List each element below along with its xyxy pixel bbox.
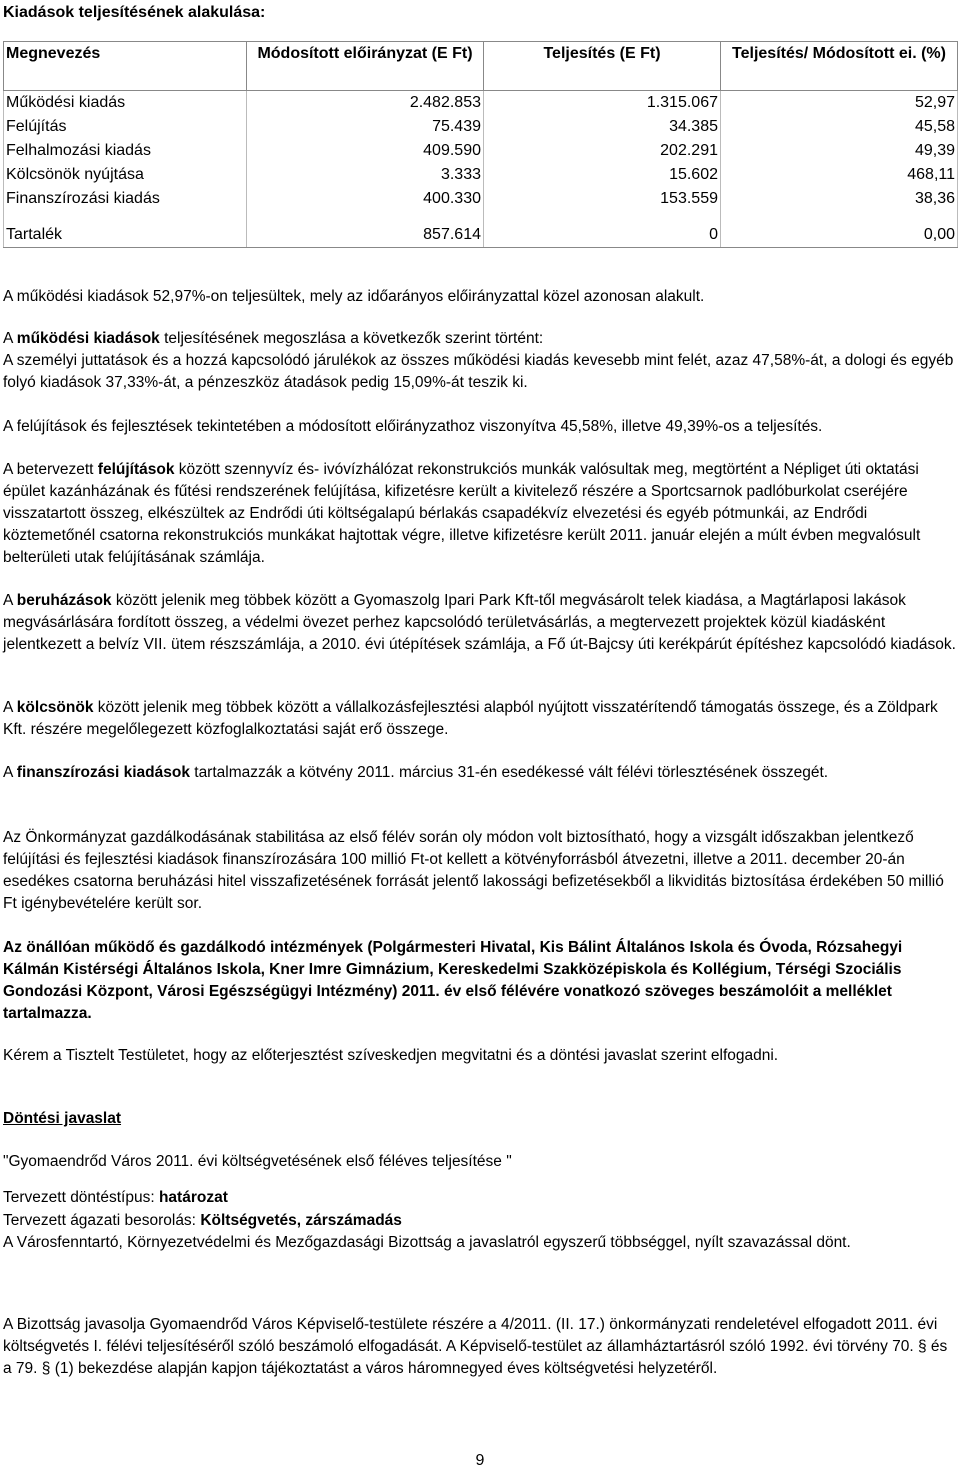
row-label: Tartalék	[4, 223, 247, 248]
table-header-row	[4, 42, 958, 91]
paragraph-operating: A működési kiadások teljesítésének megoszlása a következők szerint történt: A személyi juttatások és a hozzá kapcsolódó járulékok az összes működési kiadás kevesebb mint felét, azaz 47,58%-át, a dologi és egyéb folyó kiadások 37,33%-át, a pénzeszköz átadások pedig 15,09%-át teszik ki.	[3, 330, 954, 391]
expenses-table	[3, 41, 958, 248]
cell-percent: 0,00	[721, 223, 958, 248]
table-row	[4, 187, 958, 211]
cell-percent: 468,11	[721, 163, 958, 187]
cell-percent: 45,58	[721, 115, 958, 139]
page-number: 9	[475, 1452, 485, 1469]
table-row	[4, 163, 958, 187]
table-spacer-row	[4, 211, 958, 223]
paragraph-summary: A működési kiadások 52,97%-on teljesültek, mely az időarányos előirányzattal közel azonosan alakult.	[3, 288, 705, 305]
paragraph-financing: A finanszírozási kiadások tartalmazzák a kötvény 2011. március 31-én esedékessé vált félévi törlesztésének összegét.	[3, 764, 829, 781]
decision-classification: Tervezett ágazati besorolás: Költségvetés, zárszámadás	[3, 1212, 402, 1229]
paragraph-renovation-rate: A felújítások és fejlesztések tekintetében a módosított előirányzathoz viszonyítva 45,58%, illetve 49,39%-os a teljesítés.	[3, 418, 823, 435]
paragraph-stability: Az Önkormányzat gazdálkodásának stabilitása az első félév során oly módon volt biztosítható, hogy a vizsgált időszakban jelentkező felújítási és fejlesztési kiadások finanszírozására 100 millió Ft-ot kellett a kötvényforrásból átvezetni, illetve a 2011. december 20-án esedékes csatorna beruházási hitel visszafizetésének forrását jelentő lakossági befizetésekből a likviditás biztosítása érdekében 50 millió Ft igénybevételére került sor.	[3, 829, 944, 912]
cell-actual: 153.559	[484, 187, 721, 211]
decision-type: Tervezett döntéstípus: határozat	[3, 1189, 228, 1206]
row-label: Felhalmozási kiadás	[4, 139, 247, 163]
column-header: Teljesítés (E Ft)	[484, 42, 721, 91]
bold-term: működési kiadások	[16, 330, 160, 347]
decision-quote: "Gyomaendrőd Város 2011. évi költségvetésének első féléves teljesítése "	[3, 1153, 512, 1170]
bold-term: finanszírozási kiadások	[16, 764, 190, 781]
table-row	[4, 91, 958, 116]
cell-actual: 34.385	[484, 115, 721, 139]
table-row	[4, 115, 958, 139]
paragraph-institutions: Az önállóan működő és gazdálkodó intézmények (Polgármesteri Hivatal, Kis Bálint Általános Iskola és Óvoda, Rózsahegyi Kálmán Kistérségi Általános Iskola, Kner Imre Gimnázium, Kereskedelmi Szakközépiskola és Kollégium, Térségi Szociális Gondozási Központ, Városi Egészségügyi Intézmény) 2011. év első félévére vonatkozó szöveges beszámolóit a melléklet tartalmazza.	[3, 939, 903, 1022]
bold-term: felújítások	[97, 461, 175, 478]
column-header: Módosított előirányzat (E Ft)	[247, 42, 484, 91]
committee-statement: A Városfenntartó, Környezetvédelmi és Mezőgazdasági Bizottság a javaslatról egyszerű többséggel, nyílt szavazással dönt.	[3, 1234, 851, 1251]
cell-modified: 2.482.853	[247, 91, 484, 116]
paragraph-investments: A beruházások között jelenik meg többek között a Gyomaszolg Ipari Park Kft-től megvásárolt telek kiadása, a Magtárlaposi lakások megvásárlására fordított összeg, a védelmi övezet perhez kapcsolódó területvásárlás, a megtervezett projektek közül kiadásként jelentkezett a belvíz VII. ütem részszámlája, a 2010. évi útépítések számlája, a Fő út-Bajcsy úti kerékpárút építéshez kapcsolódó kiadások.	[3, 592, 956, 653]
table-row	[4, 223, 958, 248]
bold-term: beruházások	[16, 592, 112, 609]
cell-actual: 1.315.067	[484, 91, 721, 116]
table-row	[4, 139, 958, 163]
cell-modified: 3.333	[247, 163, 484, 187]
column-header: Teljesítés/ Módosított ei. (%)	[721, 42, 958, 91]
paragraph-loans: A kölcsönök között jelenik meg többek között a vállalkozásfejlesztési alapból nyújtott visszatérítendő támogatás összege, és a Zöldpark Kft. részére megelőlegezett közfoglalkoztatási saját erő összege.	[3, 699, 938, 738]
row-label: Működési kiadás	[4, 91, 247, 116]
cell-percent: 49,39	[721, 139, 958, 163]
cell-modified: 857.614	[247, 223, 484, 248]
cell-modified: 75.439	[247, 115, 484, 139]
cell-modified: 409.590	[247, 139, 484, 163]
decision-title: Döntési javaslat	[3, 1110, 122, 1127]
cell-actual: 0	[484, 223, 721, 248]
cell-actual: 15.602	[484, 163, 721, 187]
cell-percent: 38,36	[721, 187, 958, 211]
cell-percent: 52,97	[721, 91, 958, 116]
final-recommendation: A Bizottság javasolja Gyomaendrőd Város Képviselő-testülete részére a 4/2011. (II. 17.) önkormányzati rendeletével elfogadott 2011. évi költségvetés I. félévi teljesítéséről szóló beszámoló elfogadását. A Képviselő-testület az államháztartásról szóló 1992. évi törvény 70. § és a 79. § (1) bekezdése alapján kapjon tájékoztatást a város háromnegyed éves költségvetési helyzetéről.	[3, 1316, 948, 1377]
cell-modified: 400.330	[247, 187, 484, 211]
row-label: Felújítás	[4, 115, 247, 139]
column-header: Megnevezés	[4, 42, 247, 91]
row-label: Finanszírozási kiadás	[4, 187, 247, 211]
paragraph-renovations: A betervezett felújítások között szennyvíz és- ivóvízhálózat rekonstrukciós munkák valósultak meg, megtörtént a Népliget úti oktatási épület kazánházának és fűtési rendszerének felújítása, kifizetésre került a kivitelező részére a Sportcsarnok padlóburkolat cseréjére visszatartott összeg, elkészültek az Endrődi úti költségalapú bérlakás csapadékvíz elvezetési és egyéb pótmunkái, az Endrődi köztemetőnél csatorna rekonstrukciós munkákat hajtottak végre, illetve kifizetésre került 2011. január elején a múlt évben megvalósult belterületi utak felújításának számlája.	[3, 461, 921, 566]
cell-actual: 202.291	[484, 139, 721, 163]
bold-term: kölcsönök	[16, 699, 94, 716]
paragraph-request: Kérem a Tisztelt Testületet, hogy az előterjesztést szíveskedjen megvitatni és a döntési javaslat szerint elfogadni.	[3, 1047, 779, 1064]
section-heading: Kiadások teljesítésének alakulása:	[3, 4, 266, 21]
row-label: Kölcsönök nyújtása	[4, 163, 247, 187]
